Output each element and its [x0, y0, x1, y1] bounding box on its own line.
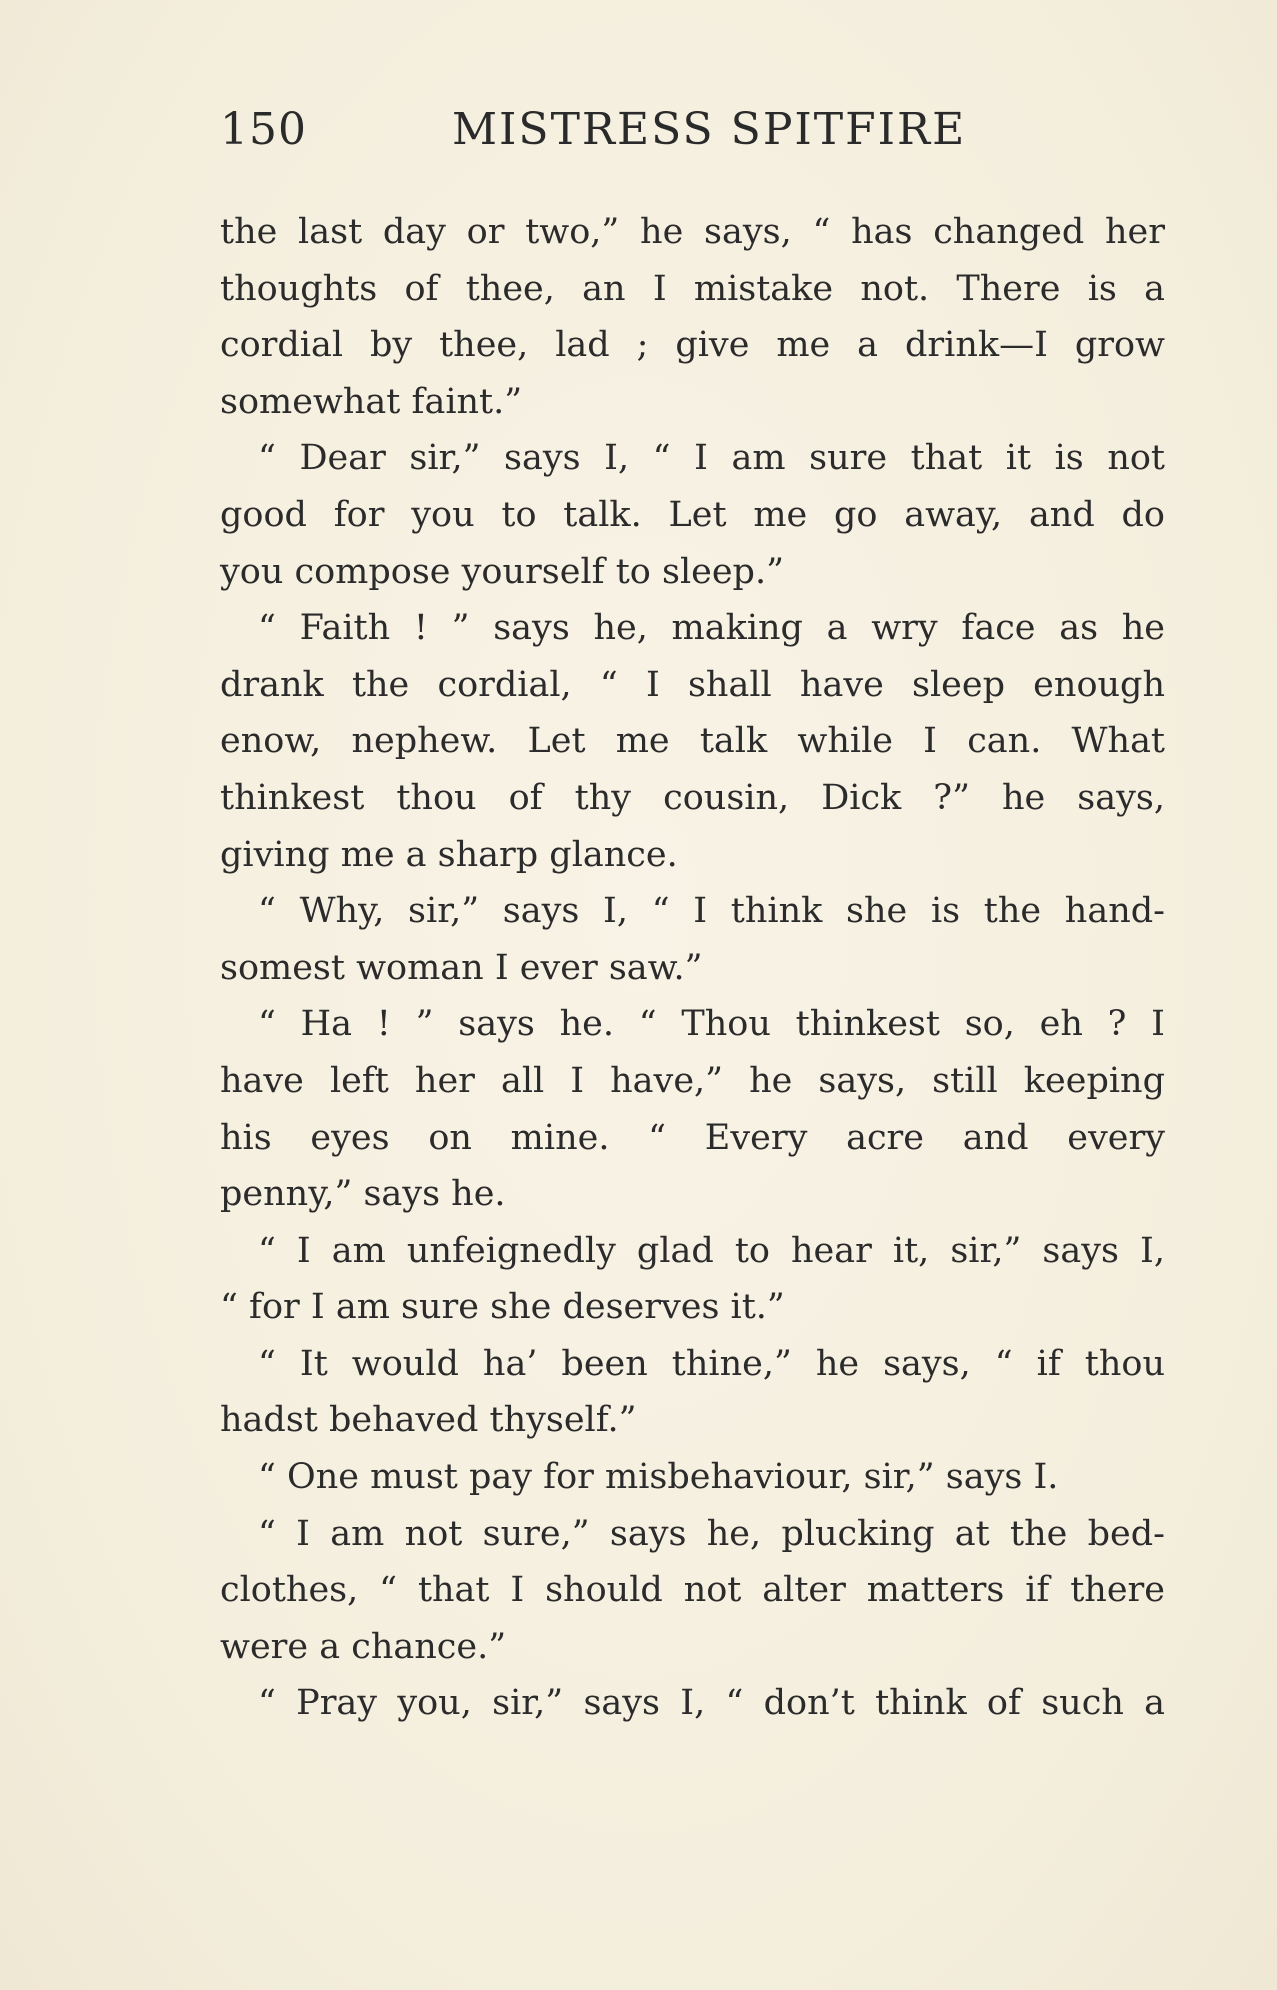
text-line: “ for I am sure she deserves it.”: [220, 1287, 785, 1328]
text-line: thinkest thou of thy cousin, Dick ?” he says,: [220, 777, 1165, 818]
text-line: somewhat faint.”: [220, 381, 523, 422]
text-line: penny,” says he.: [220, 1174, 506, 1215]
text-line: somest woman I ever saw.”: [220, 947, 703, 988]
page-header: [220, 104, 1170, 164]
text-line: the last day or two,” he says, “ has changed her: [220, 212, 1165, 252]
text-line: “ Pray you, sir,” says I, “ don’t think of such a: [258, 1683, 1165, 1724]
text-line: thoughts of thee, an I mistake not. There is a: [220, 268, 1165, 309]
text-line: “ One must pay for misbehaviour, sir,” says I.: [258, 1457, 1059, 1498]
text-line: “ I am not sure,” says he, plucking at the bed-: [258, 1513, 1165, 1554]
running-head: MISTRESS SPITFIRE: [452, 104, 967, 155]
text-line: hadst behaved thyself.”: [220, 1400, 637, 1441]
page-number: 150: [220, 104, 307, 155]
text-line: “ Why, sir,” says I, “ I think she is the hand-: [258, 891, 1165, 932]
text-line: “ Faith ! ” says he, making a wry face as he: [258, 608, 1165, 649]
text-line: “ Ha ! ” says he. “ Thou thinkest so, eh ? I: [258, 1004, 1165, 1045]
text-line: you compose yourself to sleep.”: [220, 551, 784, 592]
text-line: drank the cordial, “ I shall have sleep enough: [220, 664, 1165, 705]
text-line: “ I am unfeignedly glad to hear it, sir,” says I,: [258, 1230, 1165, 1271]
text-line: were a chance.”: [220, 1626, 507, 1667]
text-line: cordial by thee, lad ; give me a drink—I grow: [220, 325, 1165, 366]
text-line: giving me a sharp glance.: [220, 834, 678, 875]
text-line: “ It would ha’ been thine,” he says, “ if thou: [258, 1343, 1165, 1384]
text-line: good for you to talk. Let me go away, and do: [220, 494, 1165, 535]
text-line: his eyes on mine. “ Every acre and every: [220, 1117, 1165, 1158]
body-text: [220, 204, 1165, 1732]
text-line: enow, nephew. Let me talk while I can. What: [220, 721, 1165, 762]
text-line: clothes, “ that I should not alter matters if there: [220, 1570, 1165, 1611]
text-line: have left her all I have,” he says, still keeping: [220, 1060, 1165, 1101]
text-line: “ Dear sir,” says I, “ I am sure that it is not: [258, 438, 1165, 479]
